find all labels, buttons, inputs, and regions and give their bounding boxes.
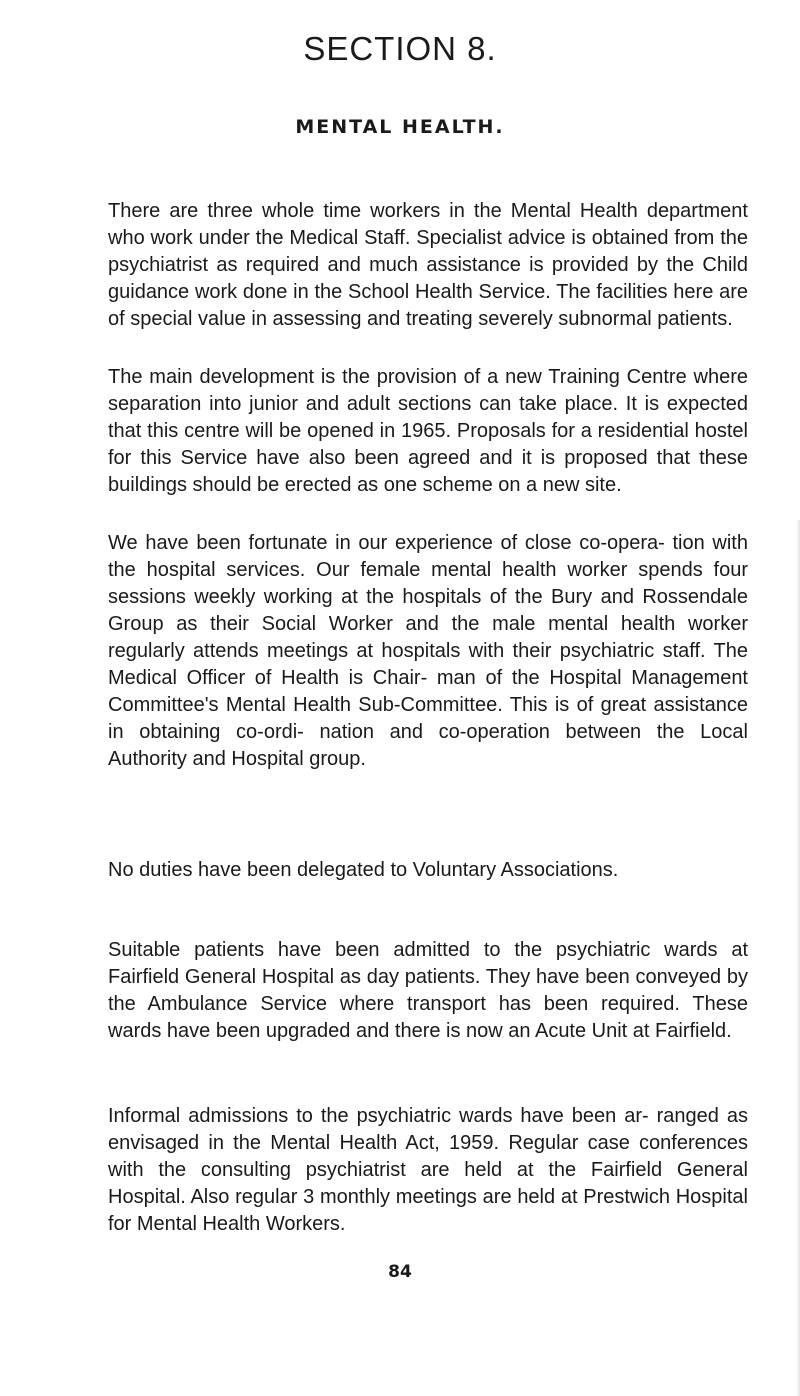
paragraph-hospital-cooperation: We have been fortunate in our experience of close co-opera- tion with the hospital services. Our female mental health worker spends four sessions weekly working at the hospitals of the Bury and Rossendale Group as their Social Worker and the male mental health worker regularly attends meetings at hospitals with their psychiatric staff. The Medical Officer of Health is Chair- man of the Hospital Management Committee's Mental Health Sub-Committee. This is of great assistance in obtaining co-ordi- nation and co-operation between the Local Authority and Hospital group. <box>108 532 748 770</box>
paragraph-informal-admissions: Informal admissions to the psychiatric wards have been ar- ranged as envisaged in the Mental Health Act, 1959. Regular case conferences with the consulting psychiatrist are held at the Fairfield General Hospital. Also regular 3 monthly meetings are held at Prestwich Hospital for Mental Health Workers. <box>108 1105 748 1235</box>
paragraph-staffing: There are three whole time workers in the Mental Health department who work under the Medical Staff. Specialist advice is obtained from the psychiatrist as required and much assistance is provided by the Child guidance work done in the School Health Service. The facilities here are of special value in assessing and treating severely subnormal patients. <box>108 200 748 330</box>
section-title: SECTION 8. <box>303 30 497 67</box>
paragraph-training-centre: The main development is the provision of a new Training Centre where separation into junior and adult sections can take place. It is expected that this centre will be opened in 1965. Proposals for a residential hostel for this Service have also been agreed and it is proposed that these buildings should be erected as one scheme on a new site. <box>108 366 748 496</box>
page-edge-shadow <box>796 520 800 1396</box>
paragraph-voluntary-associations: No duties have been delegated to Voluntary Associations. <box>108 859 619 881</box>
paragraph-day-patients: Suitable patients have been admitted to the psychiatric wards at Fairfield General Hospital as day patients. They have been conveyed by the Ambulance Service where transport has been required. These wards have been upgraded and there is now an Acute Unit at Fairfield. <box>108 939 748 1042</box>
page-number: 84 <box>388 1262 412 1282</box>
section-subtitle: MENTAL HEALTH. <box>295 116 505 138</box>
